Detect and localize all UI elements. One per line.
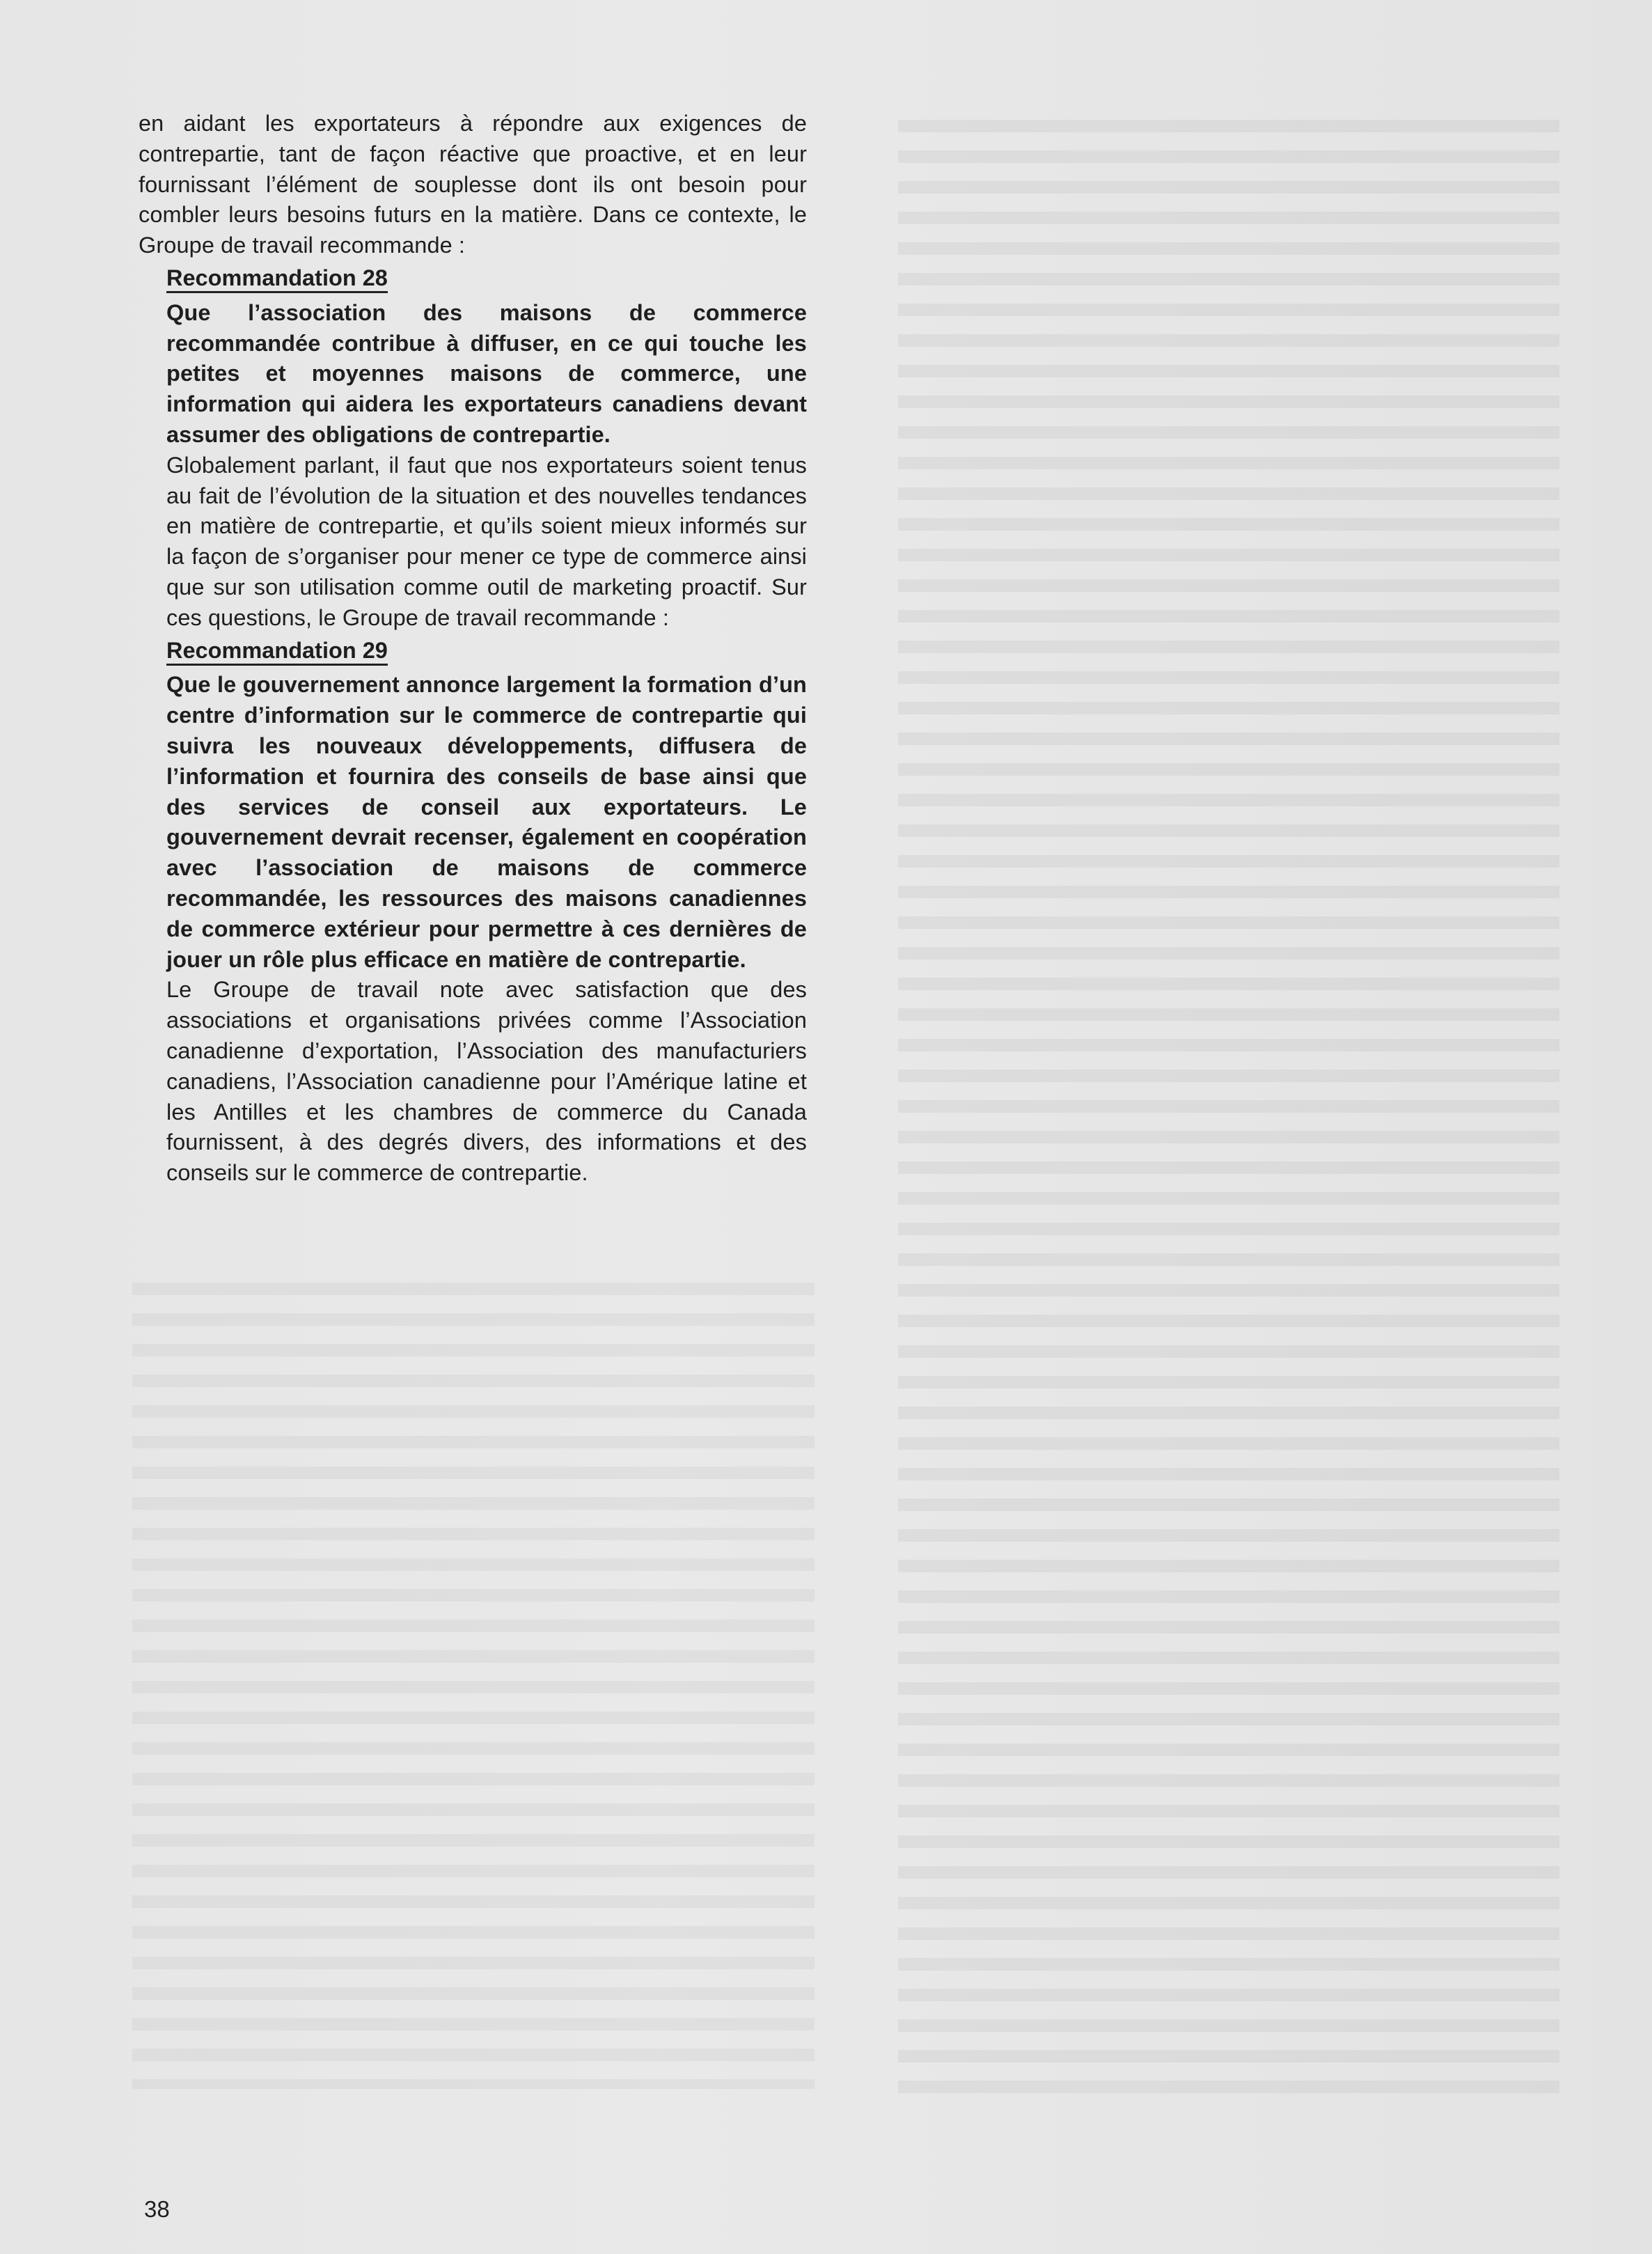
recommendation-28-title: Recommandation 28 — [166, 265, 388, 293]
text-column — [139, 109, 807, 1189]
recommendation-28-heading-row — [139, 261, 807, 298]
recommendation-28-text: Que l’association des maisons de commerce recommandée contribue à diffuser, en ce qui touche les petites et moyennes maisons de commerce, une information qui aidera les exportateurs canadiens devant assumer des obligations de contrepartie. — [166, 299, 807, 447]
reverse-side-bleed-through-lower — [132, 1267, 815, 2089]
page-number: 38 — [144, 2196, 170, 2222]
reverse-side-bleed-through — [898, 104, 1559, 2096]
middle-paragraph: Globalement parlant, il faut que nos exportateurs soient tenus au fait de l’évolution de la situation et des nouvelles tendances en matière de contrepartie, et qu’ils soient mieux informés sur la façon de s’organiser pour mener ce type de commerce ainsi que sur son utilisation comme outil de marketing proactif. Sur ces questions, le Groupe de travail recommande : — [166, 452, 807, 630]
recommendation-29-text: Que le gouvernement annonce largement la formation d’un centre d’information sur le commerce de contrepartie qui suivra les nouveaux développements, diffusera de l’information et fournira des conseils de base ainsi que des services de conseil aux exportateurs. Le gouvernement devrait recenser, également en coopération avec l’association de maisons de commerce recommandée, les ressources des maisons canadiennes de commerce extérieur pour permettre à ces dernières de jouer un rôle plus efficace en matière de contrepartie. — [166, 672, 807, 972]
recommendation-29-title: Recommandation 29 — [166, 637, 388, 666]
closing-paragraph: Le Groupe de travail note avec satisfaction que des associations et organisations privées comme l’Association canadienne d’exportation, l’Association des manufacturiers canadiens, l’Association canadienne pour l’Amérique latine et les Antilles et les chambres de commerce du Canada fournissent, à des degrés divers, des informations et des conseils sur le commerce de contrepartie. — [166, 977, 807, 1186]
intro-paragraph: en aidant les exportateurs à répondre aux exigences de contrepartie, tant de façon réactive que proactive, et en leur fournissant l’élément de souplesse dont ils ont besoin pour combler leurs besoins futurs en la matière. Dans ce contexte, le Groupe de travail recommande : — [139, 111, 807, 258]
recommendation-29-heading-row — [139, 634, 807, 671]
